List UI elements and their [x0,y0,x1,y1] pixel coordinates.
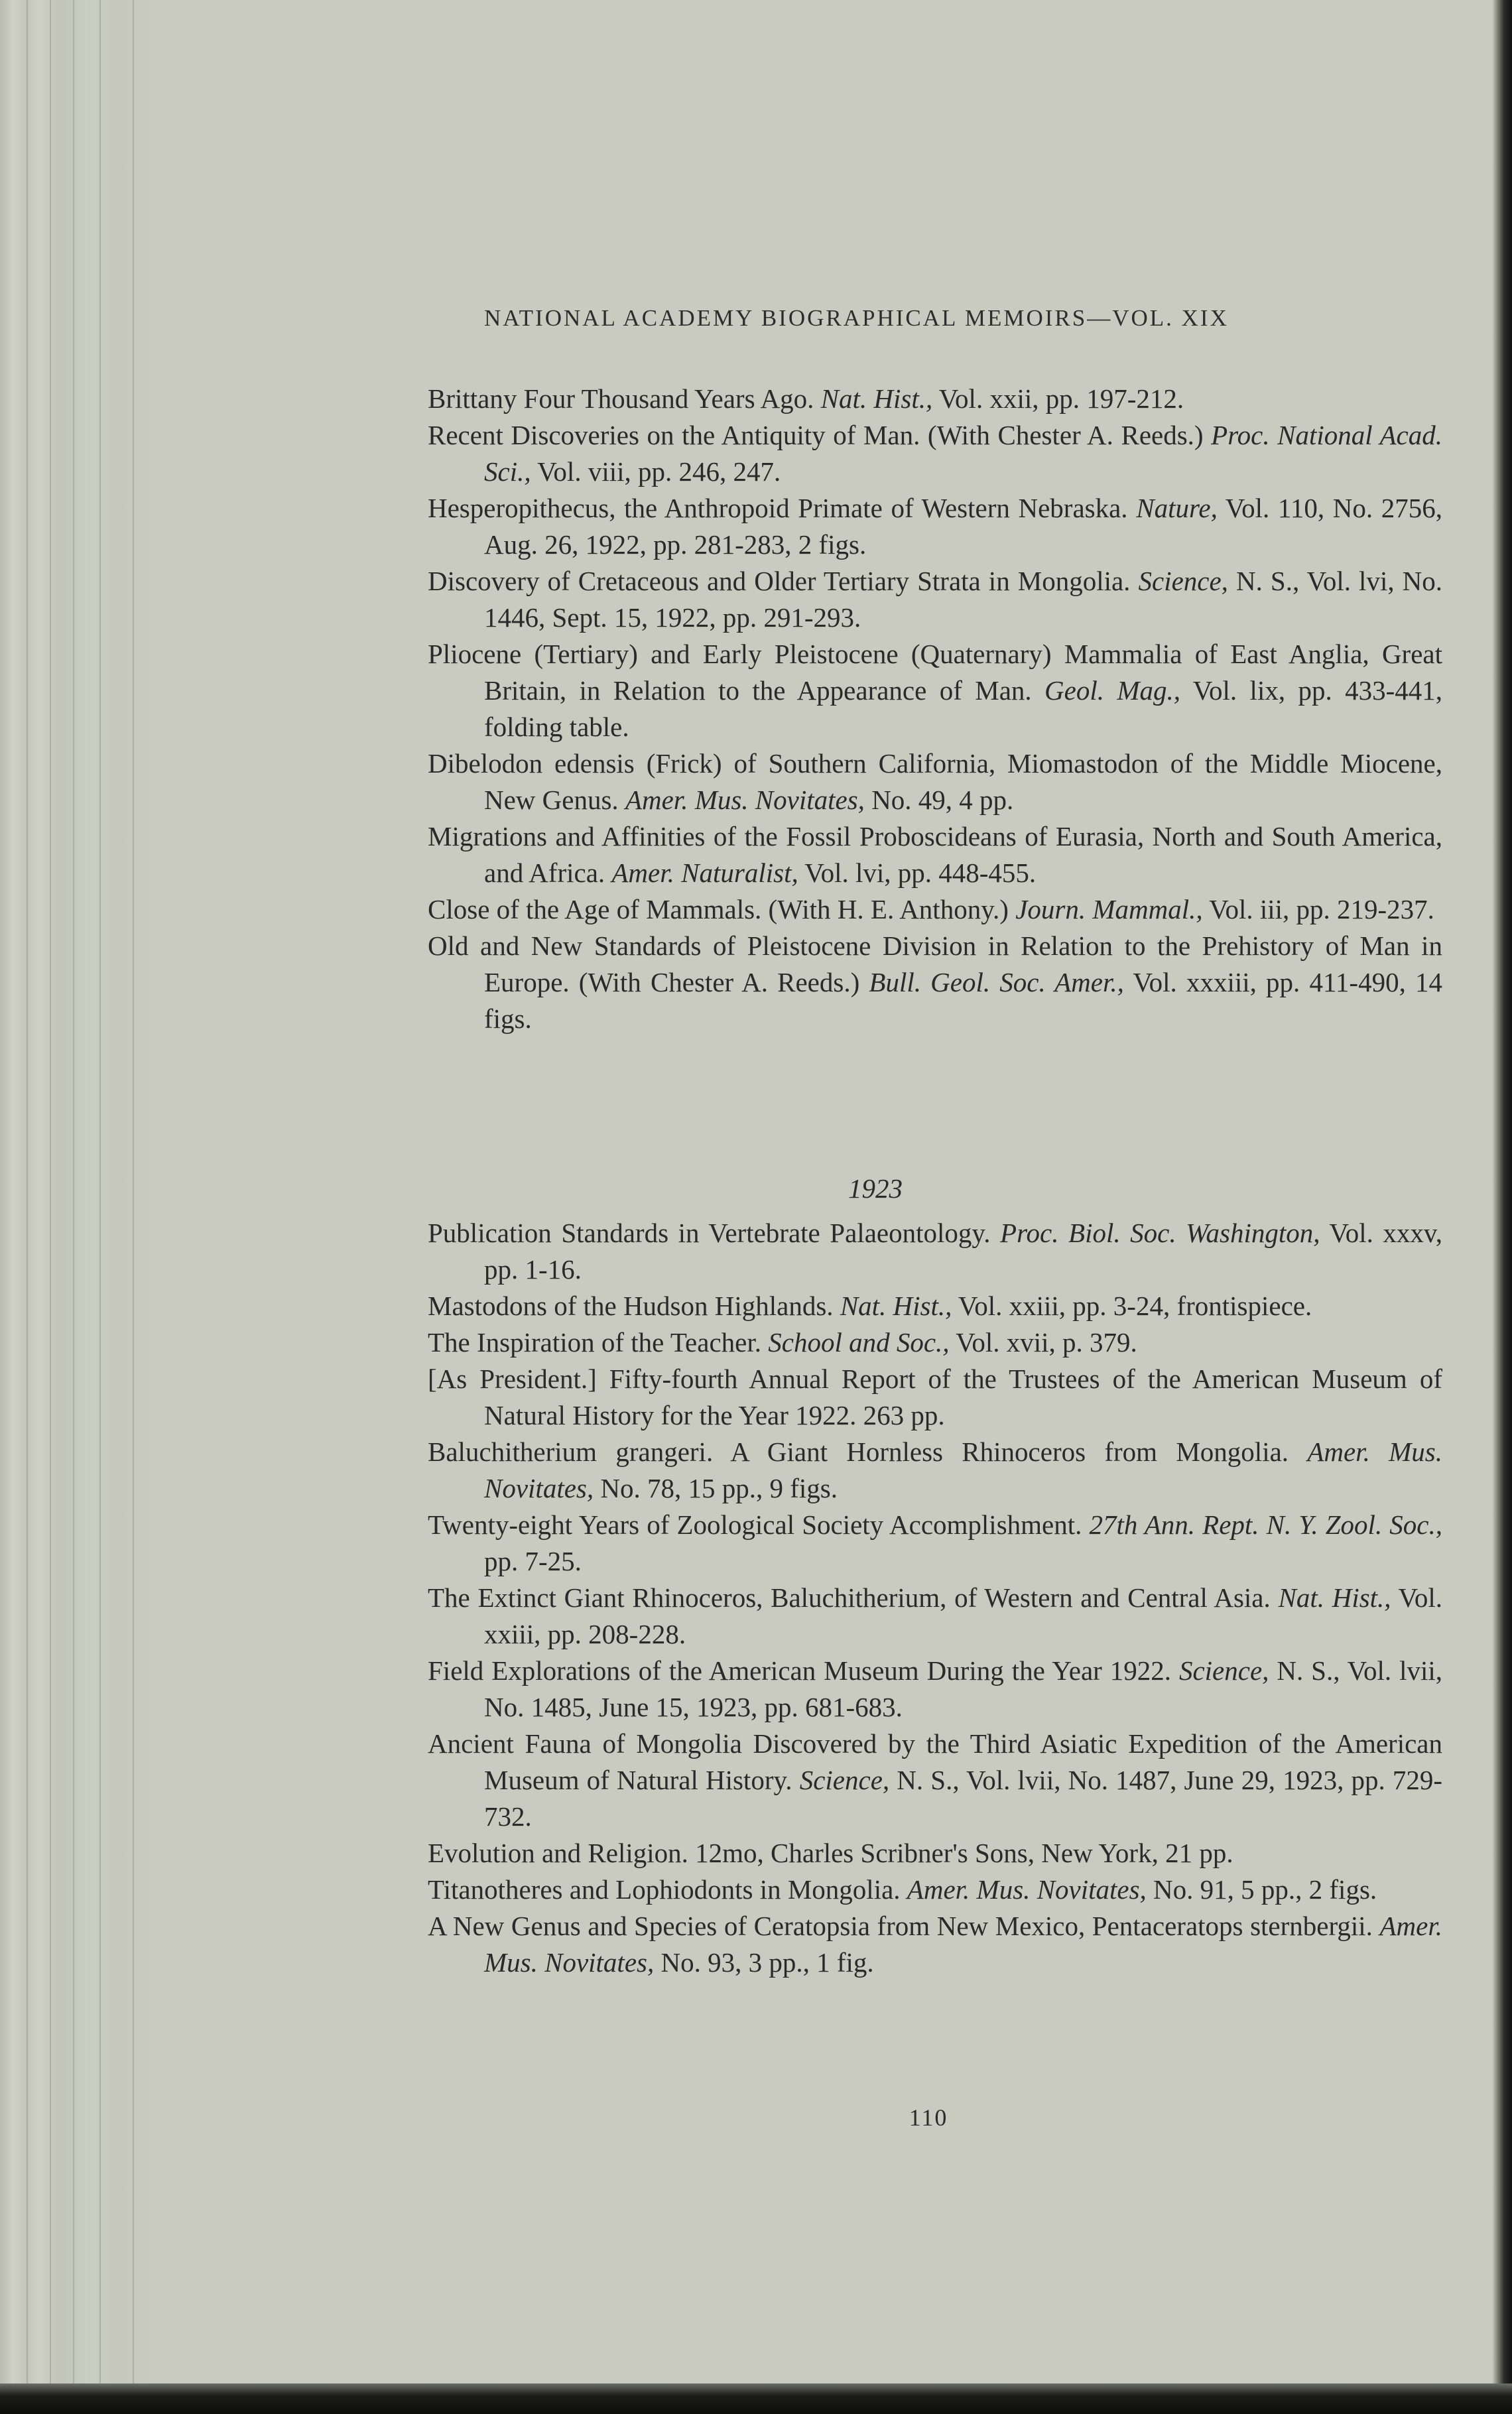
bibliography-entry [428,1872,1442,1908]
bibliography-entry [428,1288,1442,1324]
entry-title: Titanotheres and Lophiodonts in Mongolia. [428,1874,901,1905]
entry-title: Pliocene (Tertiary) and Early Pleistocene (Quaternary) Mammalia of East Anglia, Great Britain, in Relation to the Appearance of Man. [428,639,1442,706]
entry-ref: N. S., Vol. lvi, No. 1446, Sept. 15, 1922, pp. 291-293. [484,566,1443,633]
binding-line [99,0,101,2414]
entry-title: [As President.] Fifty-fourth Annual Report of the Trustees of the American Museum of Natural History for the Year 1922. 263 pp. [428,1364,1442,1430]
entry-journal: Journ. Mammal., [1015,894,1203,924]
entry-journal: Amer. Naturalist, [611,858,798,888]
entry-ref: Vol. iii, pp. 219-237. [1209,894,1434,924]
entry-title: Hesperopithecus, the Anthropoid Primate of Western Nebraska. [428,493,1128,523]
entry-journal: Amer. Mus. Novitates, [484,1911,1443,1978]
entry-journal: Nat. Hist., [820,383,933,414]
entry-title: Field Explorations of the American Museum During the Year 1922. [428,1655,1171,1686]
bibliography-entry [428,563,1442,636]
bibliography-entry [428,417,1442,490]
bibliography-block-1923 [428,1215,1442,1981]
entry-title: Dibelodon edensis (Frick) of Southern California, Miomastodon of the Middle Miocene, New Genus. [428,748,1442,815]
entry-title: Mastodons of the Hudson Highlands. [428,1291,834,1321]
page-right-edge [1492,0,1512,2414]
entry-ref: Vol. viii, pp. 246, 247. [537,456,781,487]
binding-line [50,0,51,2414]
bibliography-entry [428,636,1442,745]
entry-title: Publication Standards in Vertebrate Palaeontology. [428,1218,991,1248]
bibliography-entry [428,1580,1442,1653]
entry-title: Brittany Four Thousand Years Ago. [428,383,814,414]
entry-title: Evolution and Religion. 12mo, Charles Scribner's Sons, New York, 21 pp. [428,1838,1233,1868]
entry-ref: N. S., Vol. lvii, No. 1485, June 15, 1923, pp. 681-683. [484,1655,1443,1722]
entry-journal: Bull. Geol. Soc. Amer., [869,967,1124,997]
entry-ref: pp. 7-25. [484,1546,582,1576]
bibliography-entry [428,1507,1442,1580]
entry-ref: Vol. lvi, pp. 448-455. [804,858,1037,888]
page-edge [0,0,153,2414]
bibliography-entry [428,1653,1442,1726]
entry-journal: Amer. Mus. Novitates, [625,785,865,815]
binding-line [133,0,134,2414]
entry-journal: 27th Ann. Rept. N. Y. Zool. Soc., [1089,1509,1442,1540]
entry-journal: Proc. Biol. Soc. Washington, [1000,1218,1320,1248]
entry-ref: Vol. xxxiii, pp. 411-490, 14 figs. [484,967,1443,1034]
entry-journal: Science, [799,1765,890,1795]
bibliography-entry [428,1215,1442,1288]
bibliography-entry [428,891,1442,928]
entry-ref: No. 91, 5 pp., 2 figs. [1153,1874,1377,1905]
entry-journal: Nat. Hist., [1278,1582,1391,1613]
entry-title: The Inspiration of the Teacher. [428,1327,761,1358]
entry-title: Discovery of Cretaceous and Older Tertiary Strata in Mongolia. [428,566,1131,596]
entry-title: Close of the Age of Mammals. (With H. E. Anthony.) [428,894,1009,924]
bibliography-entry [428,1726,1442,1835]
entry-ref: Vol. xxiii, pp. 208-228. [484,1582,1443,1649]
entry-ref: Vol. xvii, p. 379. [956,1327,1137,1358]
bibliography-entry [428,1361,1442,1434]
entry-ref: Vol. xxiii, pp. 3-24, frontispiece. [958,1291,1312,1321]
entry-ref: No. 49, 4 pp. [871,785,1014,815]
bibliography-entry [428,745,1442,818]
entry-ref: Vol. xxii, pp. 197-212. [938,383,1184,414]
entry-ref: No. 78, 15 pp., 9 figs. [600,1473,838,1503]
entry-title: Ancient Fauna of Mongolia Discovered by the Third Asiatic Expedition of the American Museum of Natural History. [428,1728,1442,1795]
entry-journal: Science, [1138,566,1228,596]
bibliography-entry [428,818,1442,891]
entry-title: Baluchitherium grangeri. A Giant Hornless Rhinoceros from Mongolia. [428,1436,1289,1467]
bibliography-entry [428,381,1442,417]
entry-title: A New Genus and Species of Ceratopsia from New Mexico, Pentaceratops sternbergii. [428,1911,1373,1941]
bibliography-entry [428,1908,1442,1981]
running-head: NATIONAL ACADEMY BIOGRAPHICAL MEMOIRS—VOL. XIX [484,305,1229,331]
entry-ref: Vol. xxxv, pp. 1-16. [484,1218,1442,1285]
entry-ref: Vol. 110, No. 2756, Aug. 26, 1922, pp. 281-283, 2 figs. [484,493,1442,560]
binding-line [27,0,28,2414]
entry-ref: N. S., Vol. lvii, No. 1487, June 29, 1923, pp. 729-732. [484,1765,1443,1832]
bibliography-entry [428,1835,1442,1872]
entry-journal: Proc. National Acad. Sci., [484,420,1442,487]
year-heading: 1923 [848,1173,903,1204]
entry-title: Recent Discoveries on the Antiquity of Man. (With Chester A. Reeds.) [428,420,1204,450]
bibliography-entry [428,1434,1442,1507]
bibliography-block-1922 [428,381,1442,1037]
entry-journal: Amer. Mus. Novitates, [484,1436,1442,1503]
bibliography-entry [428,1324,1442,1361]
entry-title: Old and New Standards of Pleistocene Division in Relation to the Prehistory of Man in Europe. (With Chester A. Reeds.) [428,930,1442,997]
binding-line [73,0,74,2414]
entry-journal: Nat. Hist., [840,1291,952,1321]
entry-title: The Extinct Giant Rhinoceros, Baluchitherium, of Western and Central Asia. [428,1582,1271,1613]
entry-journal: Science, [1178,1655,1269,1686]
page-number: 110 [909,2104,948,2131]
entry-journal: Amer. Mus. Novitates, [907,1874,1147,1905]
entry-ref: Vol. lix, pp. 433-441, folding table. [484,675,1443,742]
entry-ref: No. 93, 3 pp., 1 fig. [661,1947,874,1978]
page-bottom-edge [0,2383,1512,2414]
bibliography-entry [428,490,1442,563]
entry-title: Twenty-eight Years of Zoological Society Accomplishment. [428,1509,1082,1540]
bibliography-entry [428,928,1442,1037]
entry-journal: School and Soc., [768,1327,950,1358]
entry-journal: Geol. Mag., [1044,675,1181,706]
entry-title: Migrations and Affinities of the Fossil Proboscideans of Eurasia, North and South America, and Africa. [428,821,1442,888]
entry-journal: Nature, [1136,493,1218,523]
